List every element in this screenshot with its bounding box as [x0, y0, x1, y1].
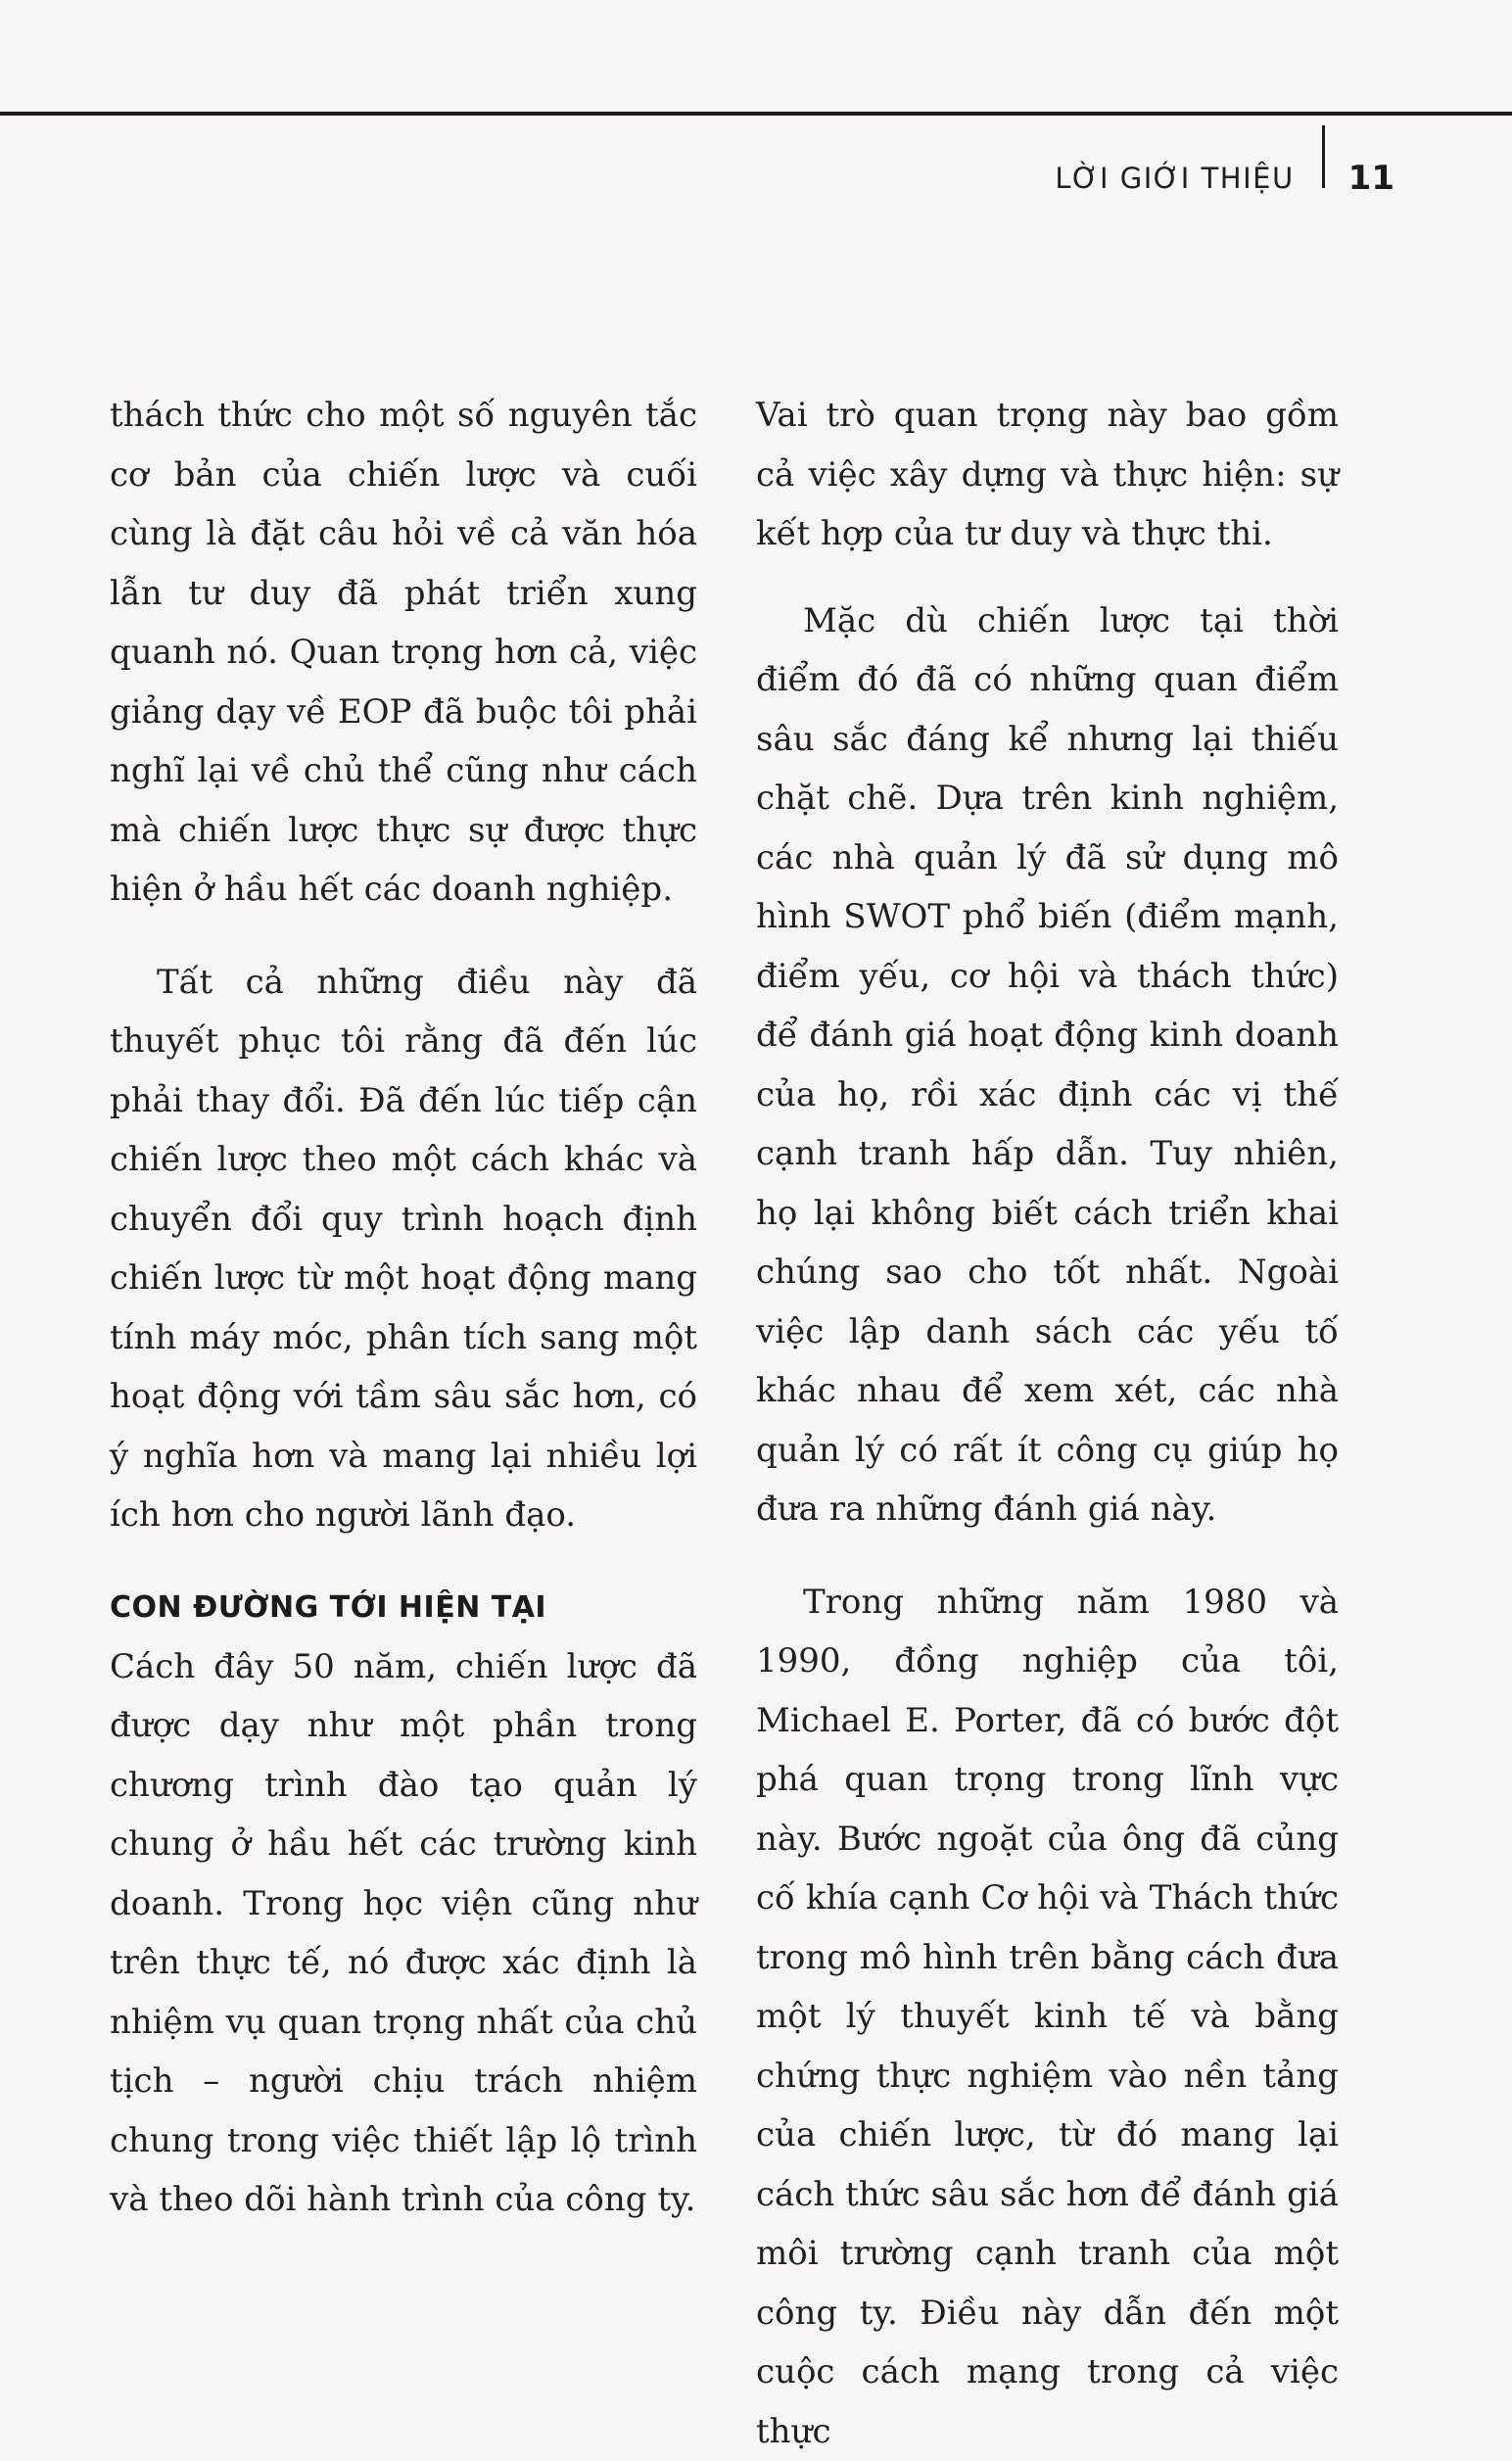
paragraph: Vai trò quan trọng này bao gồm cả việc xây dựng và thực hiện: sự kết hợp của tư duy và thực thi.: [756, 386, 1339, 564]
paragraph: Cách đây 50 năm, chiến lược đã được dạy như một phần trong chương trình đào tạo quản lý chung ở hầu hết các trường kinh doanh. Trong học viện cũng như trên thực tế, nó được xác định là nhiệm vụ quan trọng nhất của chủ tịch – người chịu trách nhiệm chung trong việc thiết lập lộ trình và theo dõi hành trình của công ty.: [110, 1637, 697, 2230]
section-heading: CON ĐƯỜNG TỚI HIỆN TẠI: [110, 1579, 697, 1637]
running-header: [1055, 147, 1394, 210]
paragraph: Trong những năm 1980 và 1990, đồng nghiệp của tôi, Michael E. Porter, đã có bước đột phá quan trọng trong lĩnh vực này. Bước ngoặt của ông đã củng cố khía cạnh Cơ hội và Thách thức trong mô hình trên bằng cách đưa một lý thuyết kinh tế và bằng chứng thực nghiệm vào nền tảng của chiến lược, từ đó mang lại cách thức sâu sắc hơn để đánh giá môi trường cạnh tranh của một công ty. Điều này dẫn đến một cuộc cách mạng trong cả việc thực: [756, 1573, 1339, 2461]
page-number: 11: [1348, 159, 1394, 198]
header-separator: [1322, 125, 1325, 188]
chapter-title: LỜI GIỚI THIỆU: [1055, 162, 1294, 195]
header-rule: [0, 112, 1512, 116]
right-column: [756, 386, 1339, 2461]
paragraph: Tất cả những điều này đã thuyết phục tôi rằng đã đến lúc phải thay đổi. Đã đến lúc tiếp cận chiến lược theo một cách khác và chuyển đổi quy trình hoạch định chiến lược từ một hoạt động mang tính máy móc, phân tích sang một hoạt động với tầm sâu sắc hơn, có ý nghĩa hơn và mang lại nhiều lợi ích hơn cho người lãnh đạo.: [110, 953, 697, 1545]
paragraph: Mặc dù chiến lược tại thời điểm đó đã có những quan điểm sâu sắc đáng kể nhưng lại thiếu chặt chẽ. Dựa trên kinh nghiệm, các nhà quản lý đã sử dụng mô hình SWOT phổ biến (điểm mạnh, điểm yếu, cơ hội và thách thức) để đánh giá hoạt động kinh doanh của họ, rồi xác định các vị thế cạnh tranh hấp dẫn. Tuy nhiên, họ lại không biết cách triển khai chúng sao cho tốt nhất. Ngoài việc lập danh sách các yếu tố khác nhau để xem xét, các nhà quản lý có rất ít công cụ giúp họ đưa ra những đánh giá này.: [756, 592, 1339, 1539]
left-column: [110, 386, 697, 2230]
paragraph: thách thức cho một số nguyên tắc cơ bản của chiến lược và cuối cùng là đặt câu hỏi về cả văn hóa lẫn tư duy đã phát triển xung quanh nó. Quan trọng hơn cả, việc giảng dạy về EOP đã buộc tôi phải nghĩ lại về chủ thể cũng như cách mà chiến lược thực sự được thực hiện ở hầu hết các doanh nghiệp.: [110, 386, 697, 920]
